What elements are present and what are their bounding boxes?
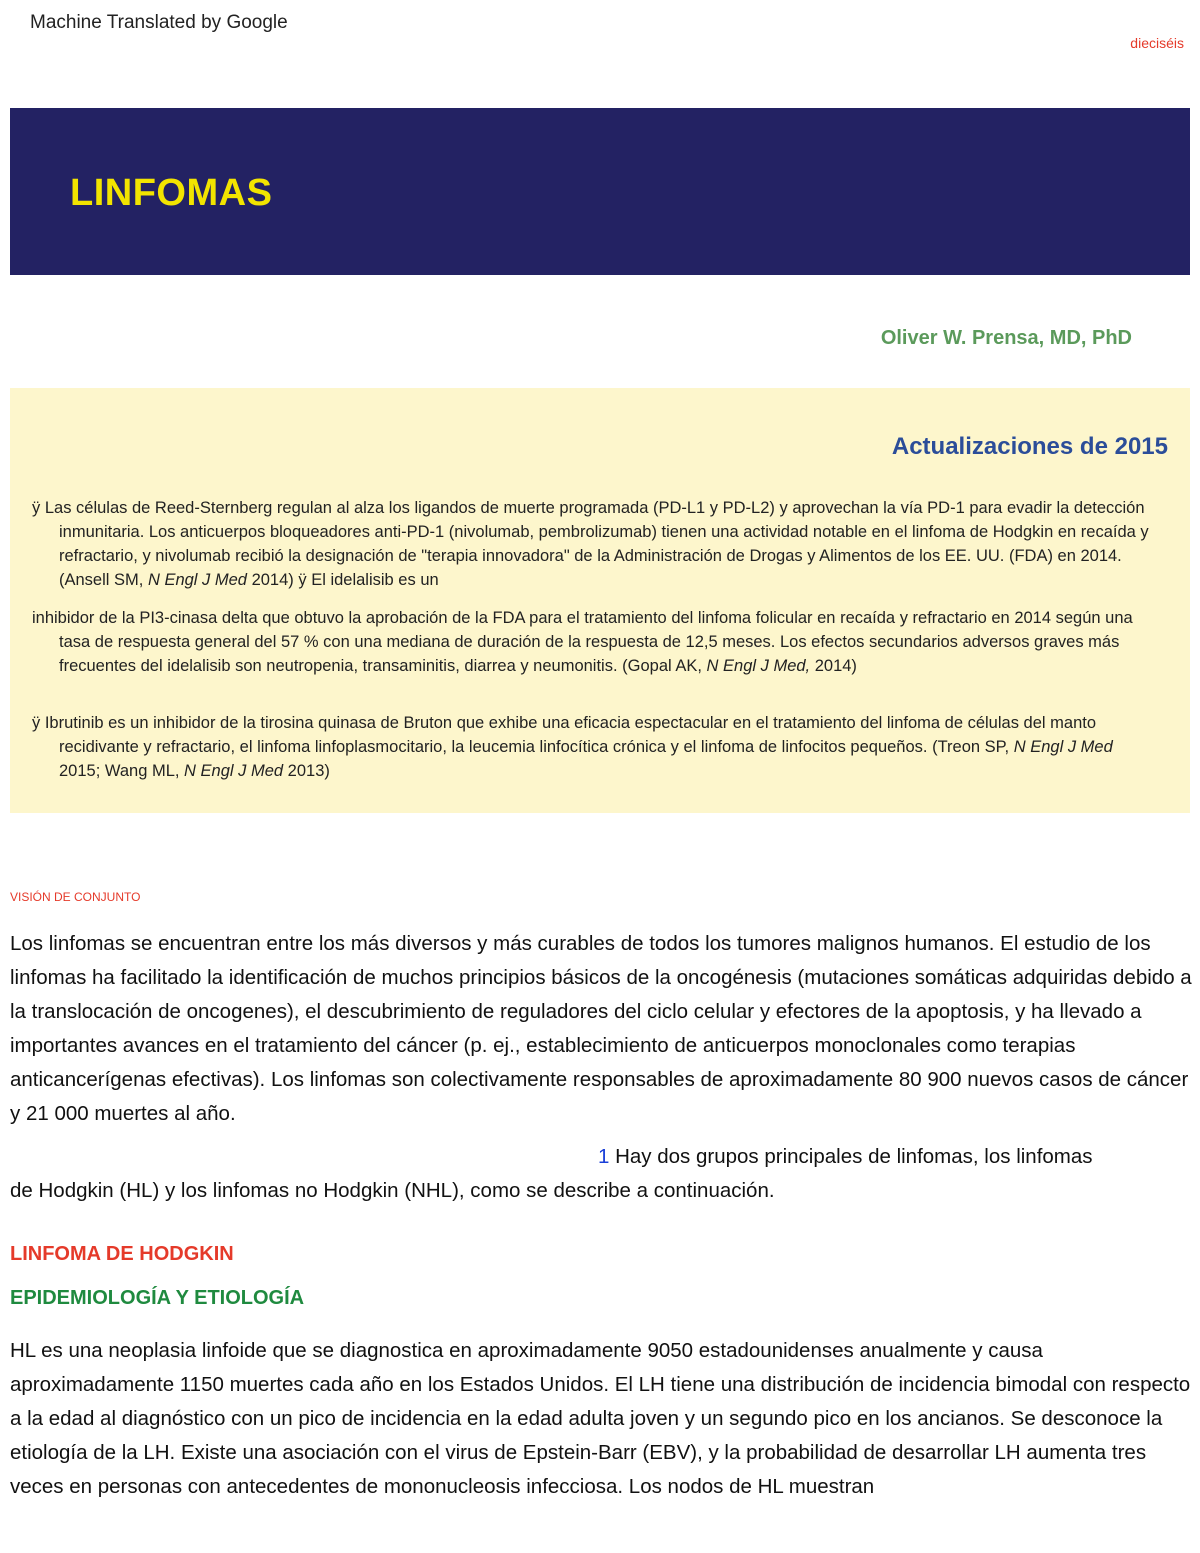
journal-citation: N Engl J Med, (706, 657, 811, 675)
update-text: Ibrutinib es un inhibidor de la tirosina quinasa de Bruton que exhibe una eficacia espectacular en el tratamiento del linfoma de células del manto recidivante y refractario, el linfoma linfoplasmocitario, la leucemia linfocítica crónica y el linfoma de linfocitos pequeños. (Treon SP, (44, 714, 1097, 756)
journal-citation: N Engl J Med (1013, 738, 1113, 756)
title-banner (10, 108, 1190, 275)
update-text: Las células de Reed-Sternberg regulan al alza los ligandos de muerte programada (PD-L1 y PD-L2) y aprovechan la vía PD-1 para evadir la detección inmunitaria. Los anticuerpos bloqueadores anti-PD-1 (nivolumab, pembrolizumab) tienen una actividad notable en el linfoma de Hodgkin en recaída y refractario, y nivolumab recibió la designación de "terapia innovadora" de la Administración de Drogas y Alimentos de los EE. UU. (FDA) en 2014. (Ansell SM, (44, 499, 1149, 589)
overview-paragraph: Los linfomas se encuentran entre los más diversos y más curables de todos los tumores malignos humanos. El estudio de los linfomas ha facilitado la identificación de muchos principios básicos de la oncogénesis (mutaciones somáticas adquiridas debido a la translocación de oncogenes), el descubrimiento de reguladores del ciclo celular y efectores de la apoptosis, y ha llevado a importantes avances en el tratamiento del cáncer (p. ej., establecimiento de anticuerpos monoclonales como terapias anticancerígenas efectivas). Los linfomas son colectivamente responsables de aproximadamente 80 900 nuevos casos de cáncer y 21 000 muertes al año. (10, 932, 1192, 1125)
update-text-tail: 2014) ÿ El idelalisib es un (246, 571, 439, 589)
updates-title: Actualizaciones de 2015 (891, 433, 1168, 460)
update-text-tail: 2014) (810, 657, 857, 675)
journal-citation: N Engl J Med (184, 762, 284, 780)
page-number: dieciséis (1130, 35, 1184, 51)
overview-paragraph-continued (10, 1140, 1200, 1208)
updates-box (10, 388, 1190, 813)
bullet-marker: ÿ (32, 714, 41, 732)
update-item (32, 606, 1152, 678)
section-heading-overview: VISIÓN DE CONJUNTO (10, 890, 141, 904)
update-item (32, 496, 1152, 592)
update-text-mid: 2015; Wang ML, (59, 762, 185, 780)
reference-link[interactable]: 1 (598, 1145, 610, 1168)
paragraph-text: de Hodgkin (HL) y los linfomas no Hodgkin (NHL), como se describe a continuación. (10, 1179, 775, 1202)
chapter-title: LINFOMAS (70, 172, 273, 214)
paragraph-text: Hay dos grupos principales de linfomas, los linfomas (609, 1145, 1093, 1168)
update-text: inhibidor de la PI3-cinasa delta que obtuvo la aprobación de la FDA para el tratamiento del linfoma folicular en recaída y refractario en 2014 según una tasa de respuesta general del 57 % con una mediana de duración de la respuesta de 12,5 meses. Los efectos secundarios adversos graves más frecuentes del idelalisib son neutropenia, transaminitis, diarrea y neumonitis. (Gopal AK, (32, 609, 1133, 675)
epidemiology-paragraph: HL es una neoplasia linfoide que se diagnostica en aproximadamente 9050 estadounidenses anualmente y causa aproximadamente 1150 muertes cada año en los Estados Unidos. El LH tiene una distribución de incidencia bimodal con respecto a la edad al diagnóstico con un pico de incidencia en la edad adulta joven y un segundo pico en los ancianos. Se desconoce la etiología de la LH. Existe una asociación con el virus de Epstein-Barr (EBV), y la probabilidad de desarrollar LH aumenta tres veces en personas con antecedentes de mononucleosis infecciosa. Los nodos de HL muestran (10, 1339, 1191, 1498)
update-item (32, 711, 1132, 783)
journal-citation: N Engl J Med (147, 571, 247, 589)
subsection-heading-epidemiology: EPIDEMIOLOGÍA Y ETIOLOGÍA (10, 1287, 305, 1309)
update-text-tail: 2013) (283, 762, 330, 780)
author-name: Oliver W. Prensa, MD, PhD (880, 327, 1132, 349)
machine-translated-label: Machine Translated by Google (30, 12, 288, 33)
bullet-marker: ÿ (32, 499, 41, 517)
section-heading-hodgkin: LINFOMA DE HODGKIN (10, 1243, 234, 1265)
